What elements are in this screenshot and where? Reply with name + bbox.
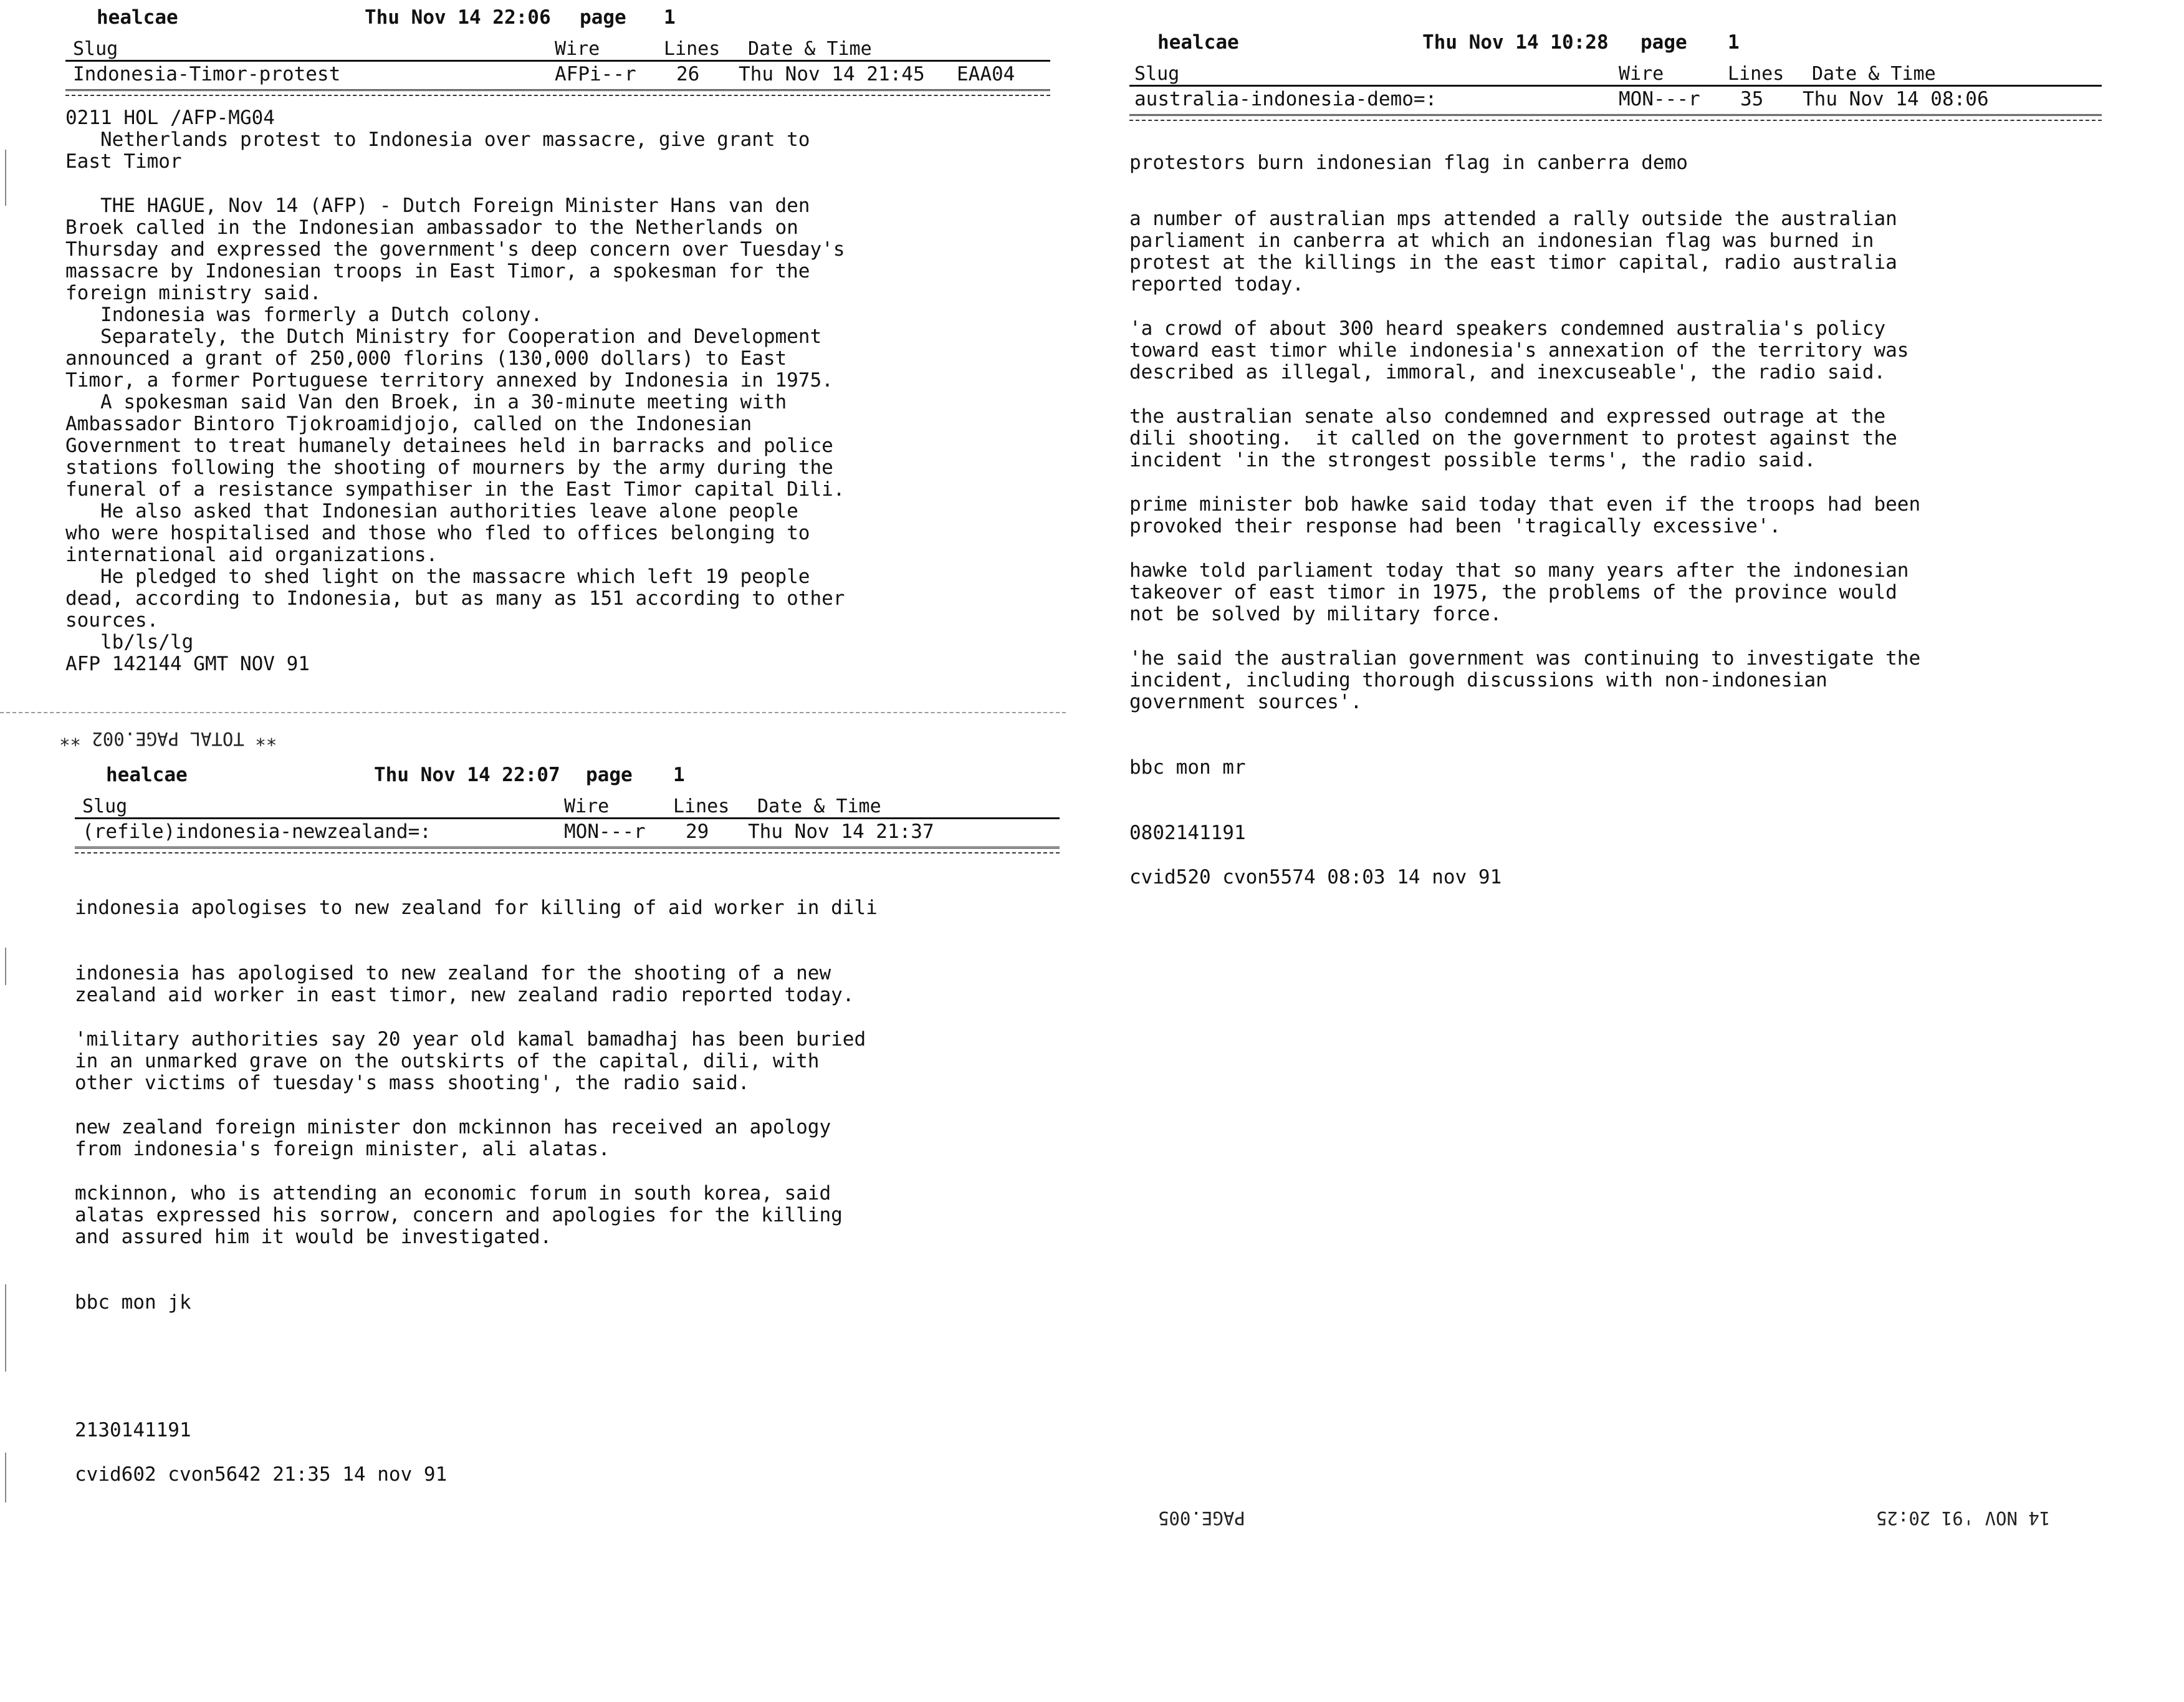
lines-value: 35 xyxy=(1740,88,1764,110)
scan-mark xyxy=(5,1284,6,1372)
story-body xyxy=(75,897,1060,1486)
page-header xyxy=(65,6,1050,37)
signoff: bbc mon mr xyxy=(1129,756,1246,779)
headline-line: indonesia apologises to new zealand for killing of aid worker in dili xyxy=(75,897,878,919)
lines-value: 26 xyxy=(676,63,700,85)
story-line: stations following the shooting of mourners by the army during the xyxy=(65,456,833,479)
header-user: healcae xyxy=(1157,31,1239,54)
story-line: 0211 HOL /AFP-MG04 xyxy=(65,107,275,129)
dateline-footer: AFP 142144 GMT NOV 91 xyxy=(65,653,310,675)
story-line: Separately, the Dutch Ministry for Cooperation and Development xyxy=(65,325,822,348)
story-line: who were hospitalised and those who fled to offices belonging to xyxy=(65,522,810,544)
story-line: in an unmarked grave on the outskirts of the capital, dili, with xyxy=(75,1050,820,1072)
headline-line: East Timor xyxy=(65,150,182,173)
wire-value: MON---r xyxy=(564,820,646,843)
col-wire: Wire xyxy=(1619,63,1664,85)
header-page-label: page xyxy=(586,764,633,786)
datetime-value: Thu Nov 14 08:06 xyxy=(1803,88,1989,110)
story-body xyxy=(1129,152,2102,888)
headline-line: protestors burn indonesian flag in canberra demo xyxy=(1129,151,1688,174)
col-slug: Slug xyxy=(82,796,128,817)
fax-page-stamp: PAGE.005 xyxy=(1158,1507,1245,1529)
story-line: takeover of east timor in 1975, the problems of the province would xyxy=(1129,581,1897,603)
story-line: hawke told parliament today that so many years after the indonesian xyxy=(1129,559,1909,582)
header-datetime: Thu Nov 14 22:06 xyxy=(365,6,551,29)
story-line: THE HAGUE, Nov 14 (AFP) - Dutch Foreign Minister Hans van den xyxy=(65,195,810,217)
trailer-line: cvid520 cvon5574 08:03 14 nov 91 xyxy=(1129,866,1502,888)
signoff: bbc mon jk xyxy=(75,1291,191,1314)
story-line: He pledged to shed light on the massacre which left 19 people xyxy=(65,565,810,588)
story-line: international aid organizations. xyxy=(65,544,438,566)
header-page-number: 1 xyxy=(664,6,676,29)
col-slug: Slug xyxy=(73,38,118,60)
story-line: Indonesia was formerly a Dutch colony. xyxy=(65,304,543,326)
header-datetime: Thu Nov 14 10:28 xyxy=(1422,31,1609,54)
separator-rule xyxy=(75,847,1060,853)
slug-row xyxy=(75,819,1060,843)
col-lines: Lines xyxy=(673,796,730,817)
story-line: dead, according to Indonesia, but as many as 151 according to other xyxy=(65,587,845,610)
message-id: 0802141191 xyxy=(1129,822,1246,844)
story-line: indonesia has apologised to new zealand for the shooting of a new xyxy=(75,962,831,984)
story-line: parliament in canberra at which an indonesian flag was burned in xyxy=(1129,229,1874,252)
story-line: Ambassador Bintoro Tjokroamidjojo, called on the Indonesian xyxy=(65,413,752,435)
trailer-line: cvid602 cvon5642 21:35 14 nov 91 xyxy=(75,1463,448,1486)
story-line: protest at the killings in the east timor capital, radio australia xyxy=(1129,251,1897,274)
story-line: described as illegal, immoral, and inexcuseable', the radio said. xyxy=(1129,361,1886,383)
story-line: 'military authorities say 20 year old kamal bamadhaj has been buried xyxy=(75,1028,866,1051)
story-line: other victims of tuesday's mass shooting', the radio said. xyxy=(75,1072,750,1094)
slug-column-header xyxy=(75,795,1060,819)
story-line: 'he said the australian government was continuing to investigate the xyxy=(1129,647,1921,670)
slug-column-header xyxy=(65,37,1050,62)
story-line: government sources'. xyxy=(1129,691,1363,713)
story-line: provoked their response had been 'tragically excessive'. xyxy=(1129,515,1781,537)
wire-story-new-zealand xyxy=(75,764,1060,1486)
scan-mark xyxy=(5,1453,6,1502)
header-page-label: page xyxy=(1640,31,1687,54)
separator-rule xyxy=(65,89,1050,96)
story-line: prime minister bob hawke said today that even if the troops had been xyxy=(1129,493,1921,516)
page-cut-line xyxy=(0,712,1066,713)
message-id: 2130141191 xyxy=(75,1419,191,1441)
code-value: EAA04 xyxy=(957,63,1015,85)
datetime-value: Thu Nov 14 21:45 xyxy=(739,63,925,85)
wire-story-netherlands xyxy=(65,6,1050,675)
story-line: Government to treat humanely detainees held in barracks and police xyxy=(65,435,833,457)
story-line: from indonesia's foreign minister, ali alatas. xyxy=(75,1138,610,1160)
header-page-label: page xyxy=(580,6,626,29)
col-slug: Slug xyxy=(1134,63,1180,85)
wire-value: AFPi--r xyxy=(555,63,636,85)
story-line: incident 'in the strongest possible terms', the radio said. xyxy=(1129,449,1816,471)
story-line: not be solved by military force. xyxy=(1129,603,1502,625)
story-line: a number of australian mps attended a rally outside the australian xyxy=(1129,208,1897,230)
total-page-stamp: ** TOTAL PAGE.002 ** xyxy=(59,728,277,749)
col-wire: Wire xyxy=(564,796,610,817)
col-datetime: Date & Time xyxy=(757,796,881,817)
lines-value: 29 xyxy=(686,820,709,843)
story-line: toward east timor while indonesia's annexation of the territory was xyxy=(1129,339,1909,362)
header-page-number: 1 xyxy=(1728,31,1740,54)
page-header xyxy=(1129,31,2102,62)
story-line: Thursday and expressed the government's deep concern over Tuesday's xyxy=(65,238,845,261)
wire-value: MON---r xyxy=(1619,88,1700,110)
story-line: foreign ministry said. xyxy=(65,282,322,304)
header-datetime: Thu Nov 14 22:07 xyxy=(374,764,560,786)
story-line: announced a grant of 250,000 florins (130,000 dollars) to East xyxy=(65,347,787,370)
story-line: and assured him it would be investigated. xyxy=(75,1226,552,1248)
headline-line: Netherlands protest to Indonesia over massacre, give grant to xyxy=(65,128,810,151)
header-user: healcae xyxy=(106,764,188,786)
col-lines: Lines xyxy=(664,38,721,60)
story-line: He also asked that Indonesian authorities leave alone people xyxy=(65,500,798,522)
story-body xyxy=(65,107,1050,675)
story-line: mckinnon, who is attending an economic forum in south korea, said xyxy=(75,1182,831,1204)
story-line: sources. xyxy=(65,609,159,632)
col-datetime: Date & Time xyxy=(1812,63,1936,85)
story-line: Broek called in the Indonesian ambassador to the Netherlands on xyxy=(65,216,798,239)
story-line: massacre by Indonesian troops in East Timor, a spokesman for the xyxy=(65,260,810,282)
story-line: zealand aid worker in east timor, new zealand radio reported today. xyxy=(75,984,855,1006)
slug-value: australia-indonesia-demo=: xyxy=(1134,88,1437,110)
slug-value: (refile)indonesia-newzealand=: xyxy=(82,820,431,843)
separator-rule xyxy=(1129,114,2102,121)
datetime-value: Thu Nov 14 21:37 xyxy=(748,820,934,843)
story-line: the australian senate also condemned and expressed outrage at the xyxy=(1129,405,1886,428)
slug-row xyxy=(65,62,1050,85)
slug-row xyxy=(1129,87,2102,110)
scan-mark xyxy=(5,948,6,985)
story-line: reported today. xyxy=(1129,273,1304,296)
slug-value: Indonesia-Timor-protest xyxy=(73,63,341,85)
story-line: A spokesman said Van den Broek, in a 30-minute meeting with xyxy=(65,391,787,413)
header-page-number: 1 xyxy=(673,764,685,786)
story-line: funeral of a resistance sympathiser in the East Timor capital Dili. xyxy=(65,478,845,501)
col-lines: Lines xyxy=(1728,63,1784,85)
slug-column-header xyxy=(1129,62,2102,87)
byline: lb/ls/lg xyxy=(65,631,194,653)
col-wire: Wire xyxy=(555,38,600,60)
story-line: incident, including thorough discussions with non-indonesian xyxy=(1129,669,1827,691)
story-line: Timor, a former Portuguese territory annexed by Indonesia in 1975. xyxy=(65,369,833,392)
wire-story-australia xyxy=(1129,31,2102,888)
story-line: alatas expressed his sorrow, concern and apologies for the killing xyxy=(75,1204,843,1226)
col-datetime: Date & Time xyxy=(748,38,872,60)
scan-mark xyxy=(5,150,6,206)
story-line: dili shooting. it called on the government to protest against the xyxy=(1129,427,1897,450)
fax-timestamp-stamp: 14 NOV '91 20:25 xyxy=(1876,1507,2051,1529)
header-user: healcae xyxy=(97,6,178,29)
story-line: new zealand foreign minister don mckinnon has received an apology xyxy=(75,1116,831,1138)
page-header xyxy=(75,764,1060,795)
story-line: 'a crowd of about 300 heard speakers condemned australia's policy xyxy=(1129,317,1886,340)
